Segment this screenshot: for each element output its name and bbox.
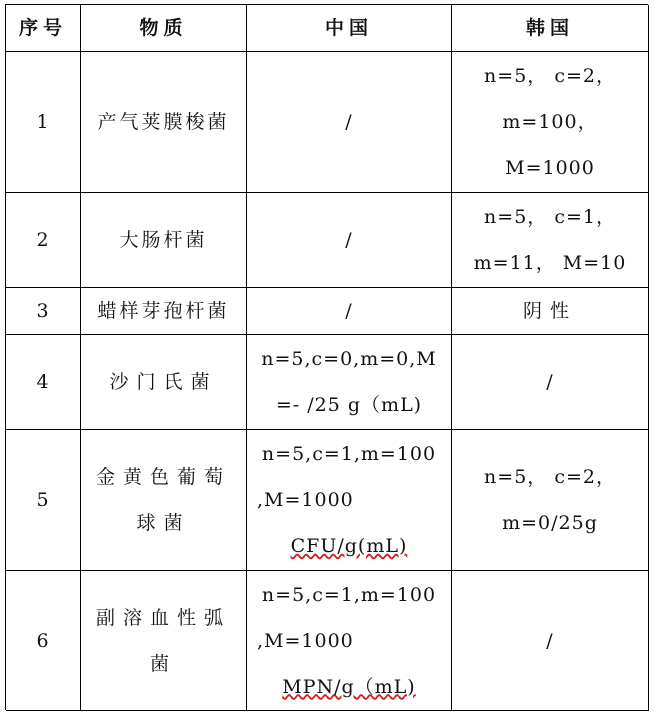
row-2-index: 2 (6, 193, 81, 288)
row-5-korea (452, 430, 649, 571)
row-6-substance-line-2: 菌 (149, 652, 177, 675)
row-6-substance (81, 571, 247, 711)
row-4-substance-line-1: 沙门氏菌 (109, 371, 218, 393)
row-1-china (247, 52, 452, 193)
row-5-substance-line-1: 金黄色葡萄 (95, 466, 231, 488)
row-3-index: 3 (6, 288, 81, 335)
row-5-china-line-1: n=5,c=1,m=100 (261, 443, 437, 465)
row-1-korea (452, 52, 649, 193)
row-5-china-line-3: CFU/g(mL) (290, 535, 408, 557)
row-1-korea-line-3: M=1000 (505, 157, 595, 179)
row-2-substance (81, 193, 247, 288)
row-5-korea-line-1: n=5， c=2， (484, 466, 616, 488)
row-4-china (247, 335, 452, 430)
header-china: 中国 (247, 5, 452, 52)
row-1-index: 1 (6, 52, 81, 193)
row-1-china-line-1: / (345, 111, 353, 133)
row-5-substance (81, 430, 247, 571)
header-substance: 物质 (81, 5, 247, 52)
standards-table (5, 4, 648, 710)
row-2-korea (452, 193, 649, 288)
row-6-china (247, 571, 452, 711)
row-2-china-line-1: / (345, 229, 353, 251)
row-1-korea-line-1: n=5， c=2， (484, 65, 616, 87)
header-korea: 韩国 (452, 5, 649, 52)
row-2-china (247, 193, 452, 288)
row-4-china-line-1: n=5,c=0,m=0,M (261, 348, 437, 370)
row-1-substance-line-1: 产气荚膜梭菌 (97, 111, 230, 133)
row-6-substance-line-1: 副溶血性弧 (95, 606, 231, 629)
row-4-china-line-2: =- /25 g（mL) (275, 394, 423, 416)
row-6-korea (452, 571, 649, 711)
row-2-korea-line-2: m=11， M=10 (473, 252, 627, 274)
row-1-substance (81, 52, 247, 193)
row-3-substance-line-1: 蜡样芽孢杆菌 (97, 300, 230, 322)
row-4-korea (452, 335, 649, 430)
row-3-korea-line-1: 阴性 (522, 300, 577, 322)
row-4-substance (81, 335, 247, 430)
row-5-china-line-2: ,M=1000 (257, 489, 354, 511)
row-5-korea-line-2: m=0/25g (502, 512, 598, 534)
header-index: 序号 (6, 5, 81, 52)
row-5-substance-line-2: 球菌 (136, 512, 191, 534)
row-6-china-line-3: MPN/g（mL) (282, 675, 416, 698)
row-4-korea-line-1: / (546, 371, 554, 393)
row-2-substance-line-1: 大肠杆菌 (119, 229, 208, 251)
row-3-substance (81, 288, 247, 335)
row-2-korea-line-1: n=5， c=1， (484, 206, 616, 228)
row-3-china (247, 288, 452, 335)
row-4-index: 4 (6, 335, 81, 430)
row-3-korea (452, 288, 649, 335)
row-6-china-line-2: ,M=1000 (257, 629, 354, 652)
row-6-korea-line-1: / (546, 629, 554, 652)
row-6-china-line-1: n=5,c=1,m=100 (261, 583, 437, 606)
row-3-china-line-1: / (345, 300, 353, 322)
row-1-korea-line-2: m=100， (502, 111, 598, 133)
row-5-china (247, 430, 452, 571)
row-5-index: 5 (6, 430, 81, 571)
row-6-index: 6 (6, 571, 81, 711)
